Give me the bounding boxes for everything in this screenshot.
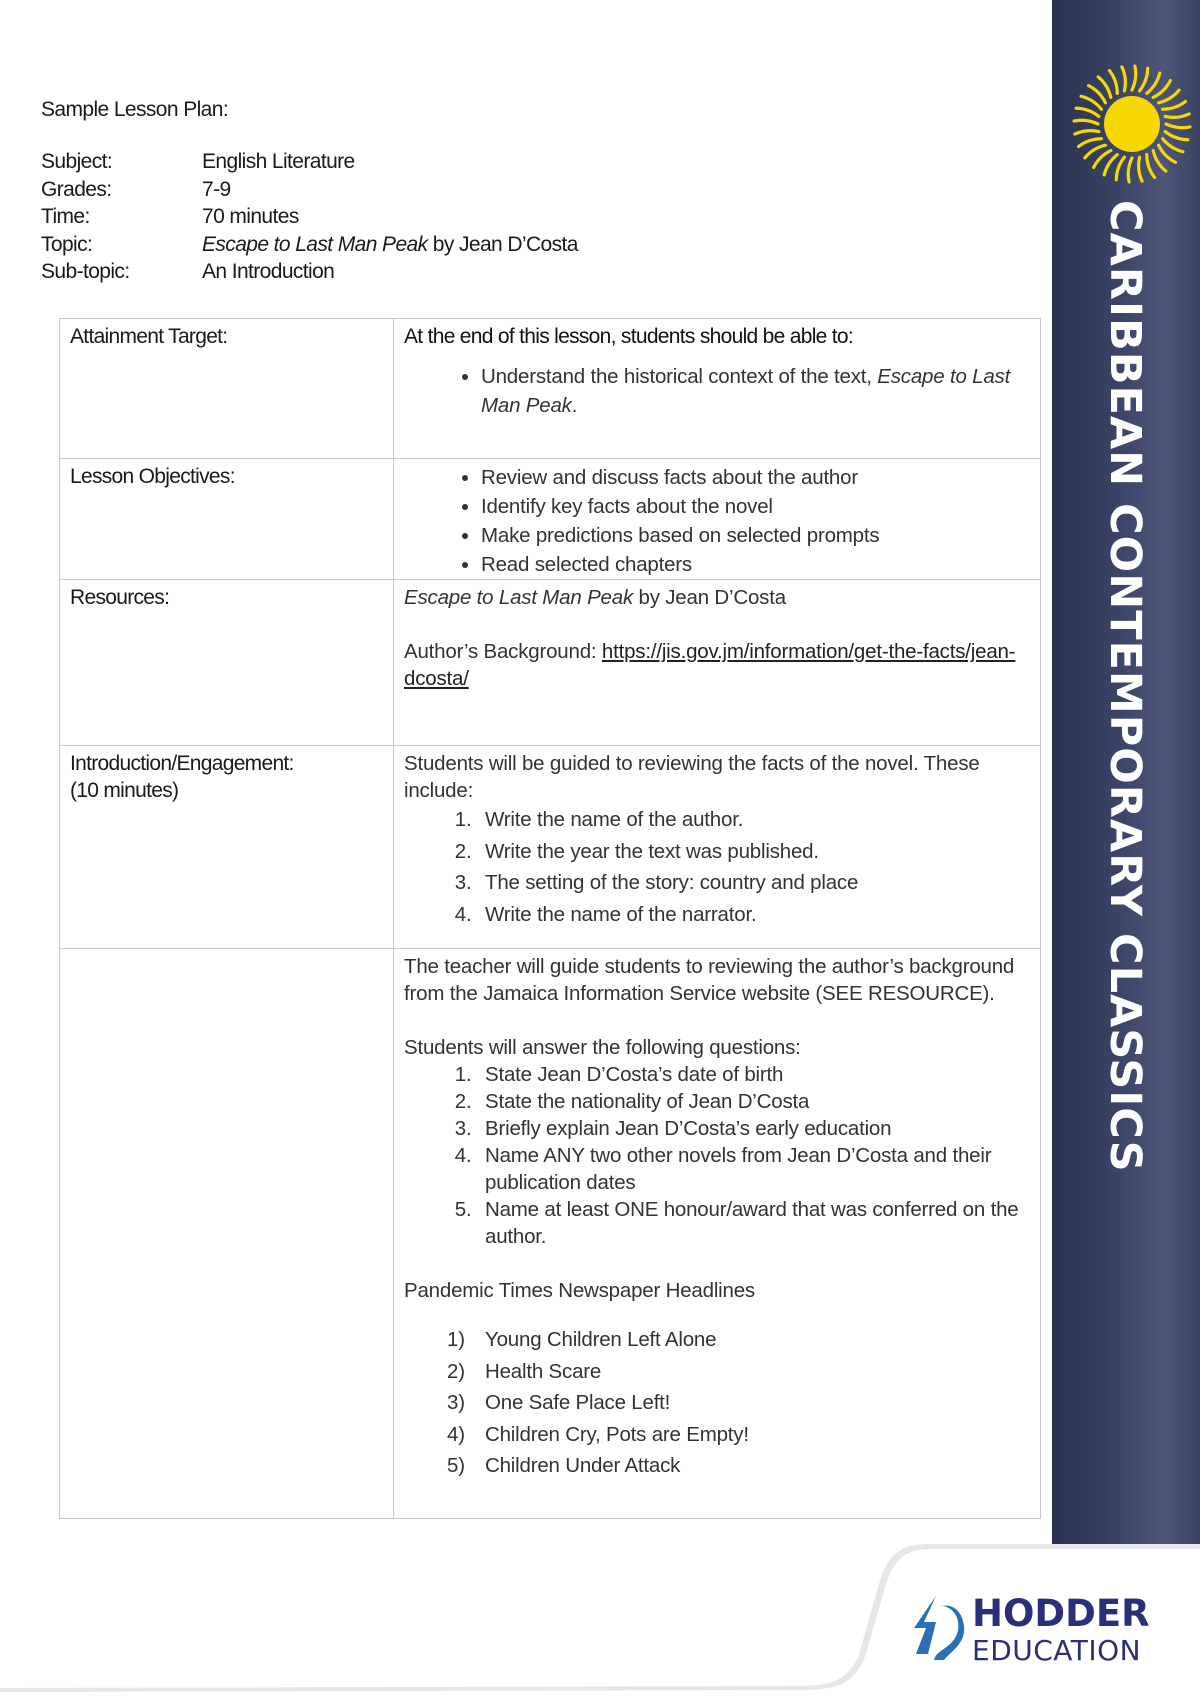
list-item: • Review and discuss facts about the author: [481, 463, 1040, 492]
sun-ray: [1147, 155, 1155, 178]
sun-ray: [1166, 124, 1190, 128]
resources-label: Resources:: [60, 580, 394, 746]
sun-icon: [1062, 58, 1192, 188]
sun-ray: [1163, 139, 1183, 152]
sun-ray: [1165, 114, 1189, 117]
development-text: The teacher will guide students to reviewing the author’s background from the Jamaica Information Service website (SEE RESOURCE).: [404, 955, 1015, 1005]
sun-ray: [1075, 131, 1099, 134]
sun-ray: [1081, 96, 1101, 109]
objectives-list: [404, 463, 1040, 579]
questions-intro: Students will answer the following questions:: [404, 1036, 801, 1059]
list-item: Children Cry, Pots are Empty!: [485, 1422, 749, 1446]
sun-ray: [1132, 66, 1136, 90]
sun-ray: [1128, 158, 1132, 182]
meta-subtopic: Sub-topic: An Introduction: [41, 260, 335, 283]
list-item: • Read selected chapters: [481, 550, 1040, 579]
headlines-title: Pandemic Times Newspaper Headlines: [404, 1279, 755, 1302]
attainment-label: Attainment Target:: [60, 319, 394, 459]
meta-grades: Grades: 7-9: [41, 177, 231, 201]
list-item: Children Under Attack: [485, 1454, 681, 1477]
resource-background: Author’s Background: https://jis.gov.jm/information/get-the-facts/jean-dcosta/: [404, 640, 1016, 690]
sun-ray: [1163, 101, 1186, 109]
list-item: • Make predictions based on selected prompts: [481, 521, 1040, 550]
attainment-heading: At the end of this lesson, students should be able to:: [404, 325, 854, 348]
meta-time: Time: 70 minutes: [41, 205, 299, 228]
list-item: 4. Name ANY two other novels from Jean D’Costa and their publication dates: [477, 1142, 1020, 1196]
sun-ray: [1076, 108, 1099, 116]
page-title: Sample Lesson Plan:: [41, 98, 229, 121]
publisher-logo: [900, 1586, 1150, 1676]
sun-ray: [1116, 157, 1124, 180]
list-item: One Safe Place Left!: [485, 1391, 671, 1414]
list-item: 3. Briefly explain Jean D’Costa’s early education: [477, 1115, 1020, 1142]
sun-ray: [1104, 155, 1117, 175]
sun-ray: [1147, 73, 1160, 93]
introduction-time: (10 minutes): [70, 779, 179, 802]
sun-ray: [1140, 68, 1148, 91]
author-background-link[interactable]: https://jis.gov.jm/information/get-the-facts/jean-dcosta/: [404, 640, 1016, 690]
list-item: • Understand the historical context of the text, Escape to Last Man Peak.: [481, 362, 1040, 420]
sun-ray: [1074, 120, 1098, 124]
list-item: 2. State the nationality of Jean D’Costa: [477, 1088, 1020, 1115]
row-introduction: [60, 746, 1041, 949]
list-item: 2. Write the year the text was published.: [477, 836, 1040, 868]
sun-ray: [1122, 67, 1125, 91]
headlines-list: [404, 1324, 1020, 1482]
hodder-mark-icon: [906, 1592, 966, 1664]
questions-list: [404, 1061, 1020, 1250]
series-title: CARIBBEAN CONTEMPORARY CLASSICS: [1100, 200, 1150, 1173]
attainment-list: [404, 362, 1040, 420]
row-resources: [60, 580, 1041, 746]
row-attainment: [60, 319, 1041, 459]
list-item: 4. Write the name of the narrator.: [477, 899, 1040, 931]
row-development: [60, 949, 1041, 1519]
list-item: 1. State Jean D’Costa’s date of birth: [477, 1061, 1020, 1088]
introduction-text: Students will be guided to reviewing the facts of the novel. These include:: [404, 752, 980, 802]
publisher-name: HODDER: [972, 1592, 1150, 1635]
list-item: 1. Write the name of the author.: [477, 804, 1040, 836]
meta-subject: Subject: English Literature: [41, 150, 355, 173]
lesson-plan-table: [59, 318, 1041, 1519]
list-item: Health Scare: [485, 1359, 602, 1383]
list-item: 3. The setting of the story: country and place: [477, 867, 1040, 899]
list-item: Young Children Left Alone: [485, 1328, 717, 1351]
lesson-meta: [41, 148, 578, 286]
sun-ray: [1139, 157, 1142, 181]
meta-topic: Topic: Escape to Last Man Peak by Jean D’Costa: [41, 232, 578, 256]
list-item: 5. Name at least ONE honour/award that was conferred on the author.: [477, 1196, 1020, 1250]
introduction-label: Introduction/Engagement:: [70, 752, 294, 775]
row-objectives: [60, 459, 1041, 580]
sun-ray: [1079, 139, 1102, 147]
resource-book: Escape to Last Man Peak by Jean D’Costa: [404, 586, 786, 609]
sun-ray: [1165, 132, 1188, 140]
publisher-sub: EDUCATION: [972, 1634, 1142, 1667]
introduction-list: [404, 804, 1040, 930]
objectives-label: Lesson Objectives:: [60, 459, 394, 580]
list-item: • Identify key facts about the novel: [481, 492, 1040, 521]
sun-ray: [1109, 71, 1117, 94]
